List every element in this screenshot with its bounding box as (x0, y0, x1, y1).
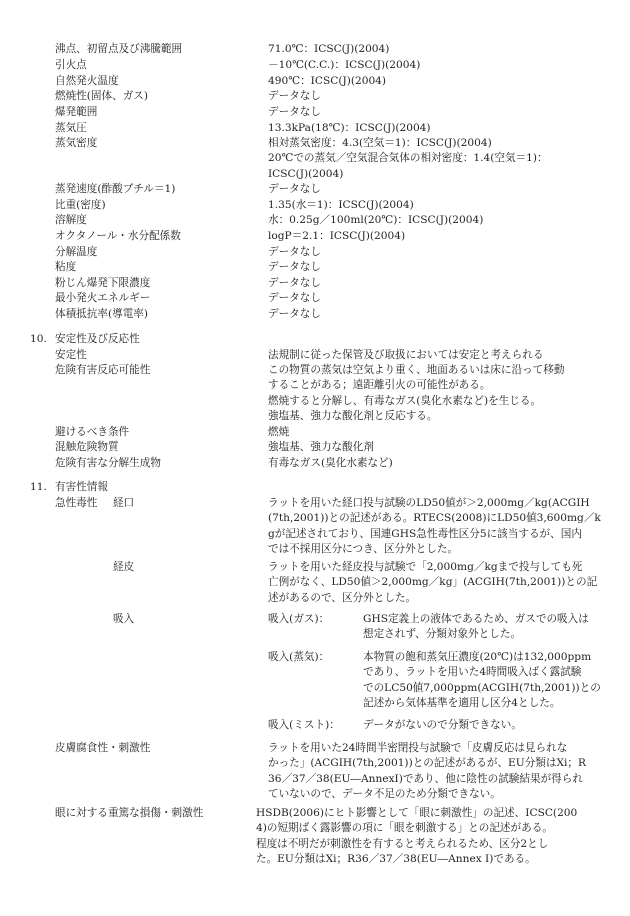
field-label: 眼に対する重篤な損傷・刺激性 (55, 807, 204, 819)
field-value: GHS定義上の液体であるため、ガスでの吸入は (363, 613, 589, 625)
inhalation-gas-label: 吸入(ガス)： (268, 613, 330, 625)
prop-value: logP＝2.1：ICSC(J)(2004) (268, 230, 406, 242)
field-value: た。EU分類はXi；R36／37／38(EU―Annex I)である。 (256, 853, 536, 866)
prop-value: データなし (268, 183, 321, 195)
prop-label: 蒸気圧 (55, 122, 87, 134)
prop-label: 燃焼性(固体、ガス) (55, 90, 149, 102)
field-value: でのLC50値7,000ppm(ACGIH(7th,2001))との (363, 681, 601, 694)
field-value: 燃焼すると分解し、有毒なガス(臭化水素など)を生じる。 (268, 394, 542, 407)
prop-label: 溶解度 (55, 214, 87, 226)
field-value: ていないので、データ不足のため分類できない。 (268, 788, 501, 801)
field-value: データがないので分類できない。 (363, 719, 522, 731)
field-label: 安定性 (55, 349, 87, 361)
prop-label: 蒸発速度(酢酸ブチル＝1) (55, 183, 176, 195)
prop-label: 最小発火エネルギー (55, 292, 151, 304)
inhalation-vapor-label: 吸入(蒸気)： (268, 651, 330, 663)
field-label: 危険有害な分解生成物 (55, 457, 161, 469)
prop-label: 自然発火温度 (55, 75, 119, 87)
field-value: 4)の短期ばく露影響の項に「眼を刺激する」との記述がある。 (256, 822, 553, 835)
field-value: 本物質の飽和蒸気圧濃度(20℃)は132,000ppm (363, 651, 592, 663)
field-value: 述があるので、区分外とした。 (268, 591, 417, 604)
prop-value: 水：0.25g／100ml(20℃)：ICSC(J)(2004) (268, 214, 484, 226)
prop-value: データなし (268, 261, 321, 273)
prop-label: 粉じん爆発下限濃度 (55, 277, 151, 289)
field-value: ラットを用いた経口投与試験のLD50値が＞2,000mg／kg(ACGIH (268, 497, 590, 509)
prop-label: オクタノール・水分配係数 (55, 230, 181, 242)
prop-label: 蒸気密度 (55, 137, 98, 149)
prop-value: データなし (268, 246, 321, 258)
section-number: 10. (30, 333, 47, 345)
prop-value: －10℃(C.C.)：ICSC(J)(2004) (268, 59, 421, 71)
field-value: 36／37／38(EU―AnnexI)であり、他に陰性の試験結果が得られ (268, 772, 583, 785)
field-value: gが記述されており、国連GHS急性毒性区分5に該当するが、国内 (268, 527, 582, 540)
prop-value: データなし (268, 277, 321, 289)
prop-value: 490℃：ICSC(J)(2004) (268, 75, 387, 87)
field-value: ラットを用いた経皮投与試験で「2,000mg／kgまで投与しても死 (268, 561, 583, 573)
prop-label: 粘度 (55, 261, 77, 273)
prop-label: 引火点 (55, 59, 87, 71)
prop-label: 沸点、初留点及び沸騰範囲 (55, 43, 183, 55)
field-value: では不採用区分につき、区分外とした。 (268, 543, 459, 556)
field-value: 亡例がなく、LD50値＞2,000mg／kg」(ACGIH(7th,2001))との記 (268, 576, 598, 589)
section-number: 11. (30, 481, 47, 493)
field-value: であり、ラットを用いた4時間吸入ばく露試験 (363, 666, 582, 679)
prop-value: 20℃での蒸気／空気混合気体の相対密度：1.4(空気＝1)： (268, 152, 548, 165)
field-label: 避けるべき条件 (55, 426, 130, 438)
prop-value: データなし (268, 308, 321, 320)
field-value: することがある；遠距離引火の可能性がある。 (268, 379, 491, 392)
dermal-label: 経皮 (113, 561, 135, 573)
prop-value: 13.3kPa(18℃)：ICSC(J)(2004) (268, 122, 431, 134)
field-label: 混触危険物質 (55, 441, 119, 453)
prop-label: 分解温度 (55, 246, 98, 258)
field-value: この物質の蒸気は空気より重く、地面あるいは床に沿って移動 (268, 364, 565, 376)
prop-label: 爆発範囲 (55, 106, 98, 118)
prop-value: データなし (268, 106, 321, 118)
prop-value: 1.35(水＝1)：ICSC(J)(2004) (268, 199, 414, 211)
oral-label: 経口 (113, 497, 135, 509)
inhalation-label: 吸入 (113, 613, 135, 625)
section-title: 有害性情報 (55, 481, 108, 493)
prop-value: 相対蒸気密度：4.3(空気＝1)：ICSC(J)(2004) (268, 137, 492, 149)
field-value: 有毒なガス(臭化水素など) (268, 457, 393, 469)
field-value: 燃焼 (268, 426, 290, 438)
field-value: 想定されず、分類対象外とした。 (363, 628, 522, 641)
field-value: HSDB(2006)にヒト影響として「眼に刺激性」の記述、ICSC(200 (256, 807, 578, 819)
field-label: 危険有害反応可能性 (55, 364, 151, 376)
section-title: 安定性及び反応性 (55, 333, 140, 345)
field-value: (7th,2001))との記述がある。RTECS(2008)にLD50値3,600mg／k (268, 512, 601, 525)
field-value: 強塩基、強力な酸化剤と反応する。 (268, 410, 438, 423)
prop-value: ICSC(J)(2004) (268, 167, 344, 180)
prop-value: データなし (268, 90, 321, 102)
field-value: 法規制に従った保管及び取扱においては安定と考えられる (268, 349, 544, 361)
field-value: 強塩基、強力な酸化剤 (268, 441, 374, 453)
field-label: 皮膚腐食性・刺激性 (55, 742, 151, 754)
field-value: 記述から気体基準を適用し区分4とした。 (363, 697, 561, 710)
field-value: 程度は不明だが刺激性を有すると考えられるため、区分2とし (256, 837, 549, 850)
prop-value: データなし (268, 292, 321, 304)
field-value: かった」(ACGIH(7th,2001))との記述があるが、EU分類はXi；R (268, 757, 586, 770)
prop-label: 体積抵抗率(導電率) (55, 308, 149, 320)
acute-toxicity-label: 急性毒性 (55, 497, 98, 509)
prop-value: 71.0℃：ICSC(J)(2004) (268, 43, 390, 55)
inhalation-mist-label: 吸入(ミスト)： (268, 719, 340, 731)
prop-label: 比重(密度) (55, 199, 106, 211)
field-value: ラットを用いた24時間半密閉投与試験で「皮膚反応は見られな (268, 742, 568, 754)
